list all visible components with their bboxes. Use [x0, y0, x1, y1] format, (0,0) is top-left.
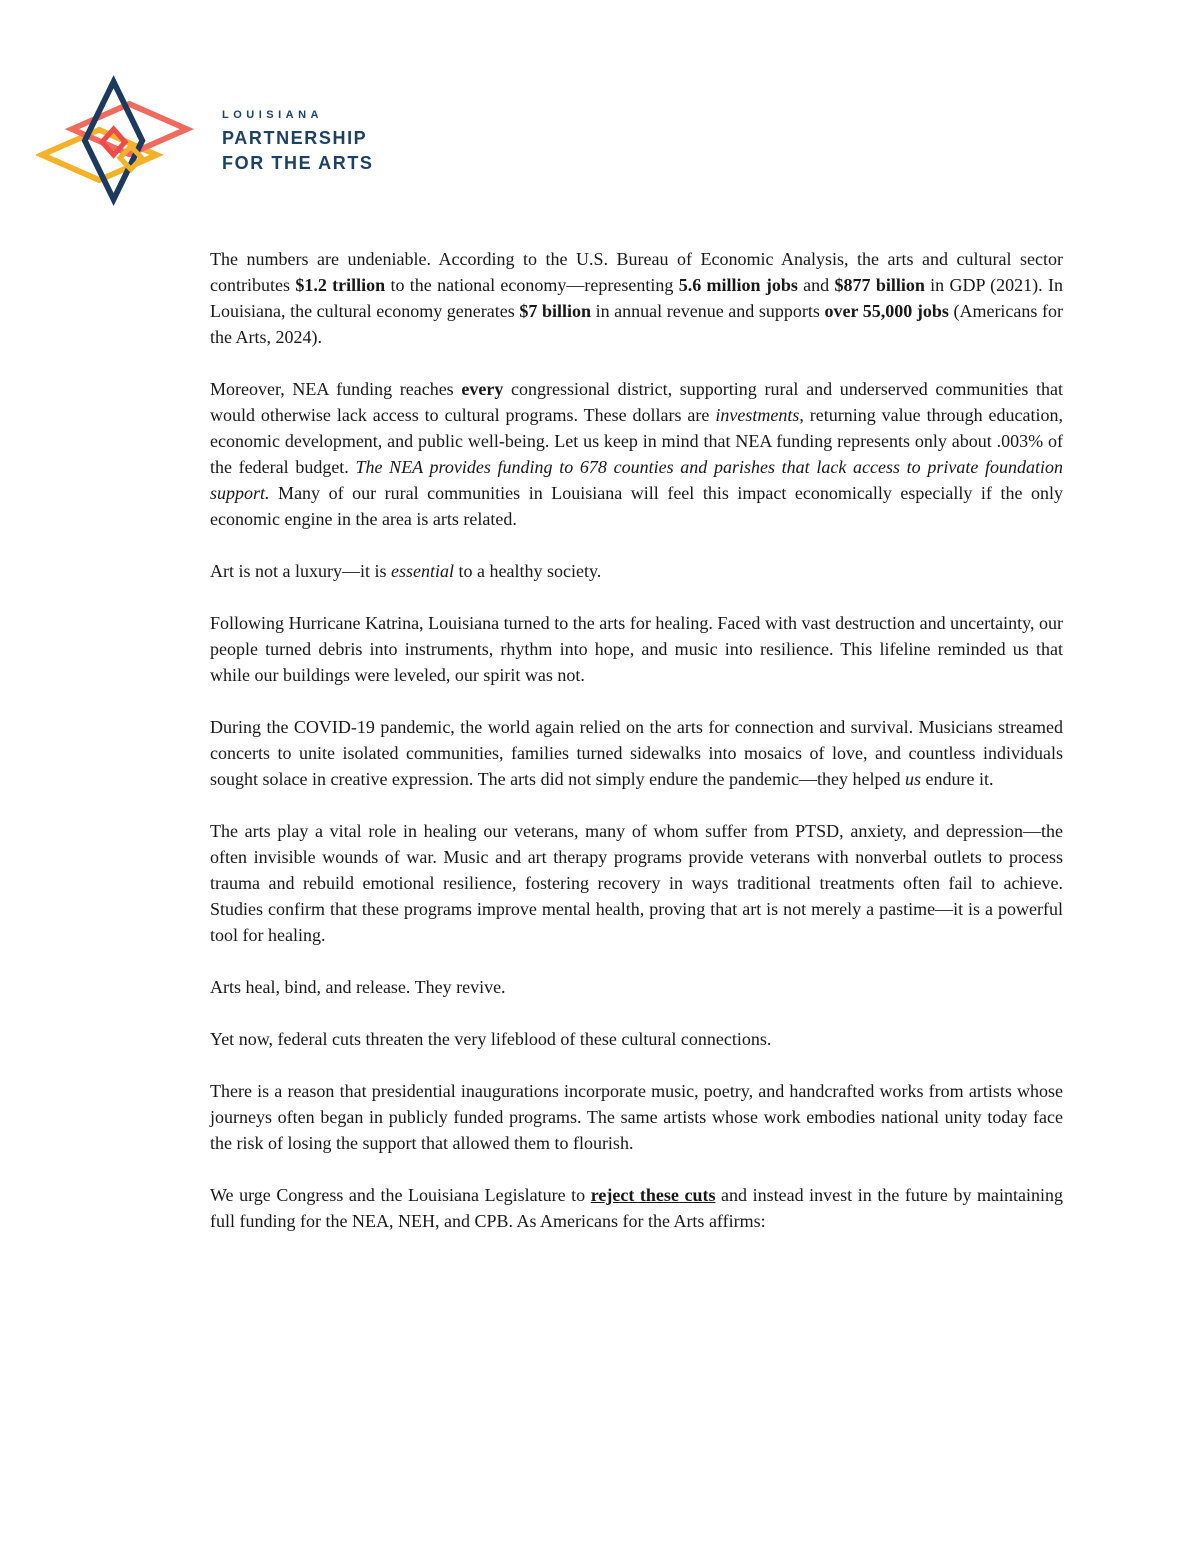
paragraph [210, 974, 1063, 1000]
text-run: $877 billion [834, 275, 925, 295]
paragraph [210, 376, 1063, 532]
text-run: investments [715, 405, 800, 425]
text-run: (Americans for the Arts, 2024). [210, 301, 1063, 347]
text-run: Yet now, federal cuts threaten the very lifeblood of these cultural connections. [210, 1029, 772, 1049]
text-run: in annual revenue and supports [590, 301, 825, 321]
text-run: The numbers are undeniable. According to the U.S. Bureau of Economic Analysis, the arts and cultural sector contributes [210, 249, 1063, 295]
logo-wordmark [222, 109, 374, 175]
text-run: $7 billion [519, 301, 591, 321]
logo-line-partnership: PARTNERSHIP [222, 128, 368, 149]
text-run: congressional district, supporting rural and underserved communities that would otherwise lack access to cultural programs. These dollars are [210, 379, 1064, 425]
text-run: Art is not a luxury—it is [210, 561, 391, 581]
text-run: During the COVID-19 pandemic, the world again relied on the arts for connection and survival. Musicians streamed concerts to unite isolated communities, families turned sidewalks into mosaics of love, and countless individuals sought solace in creative expression. The arts did not simply endure the pandemic—they helped [210, 717, 1063, 789]
text-run: every [461, 379, 504, 399]
text-run: $1.2 trillion [295, 275, 386, 295]
organization-logo [36, 58, 374, 226]
paragraph [210, 1182, 1063, 1234]
text-run: and [797, 275, 835, 295]
text-run: essential [391, 561, 454, 581]
paragraph [210, 714, 1063, 792]
text-run: Arts heal, bind, and release. They revive. [210, 977, 506, 997]
text-run: to a healthy society. [454, 561, 602, 581]
logo-line-for-the-arts: FOR THE ARTS [222, 152, 374, 173]
text-run: in GDP (2021). In Louisiana, the cultural economy generates [210, 275, 1063, 321]
paragraph [210, 610, 1063, 688]
paragraph [210, 1026, 1063, 1052]
text-run: and instead invest in the future by maintaining full funding for the NEA, NEH, and CPB. As Americans for the Arts affirms: [210, 1185, 1063, 1231]
paragraph [210, 1078, 1063, 1156]
text-run: There is a reason that presidential inaugurations incorporate music, poetry, and handcrafted works from artists whose journeys often began in publicly funded programs. The same artists whose work embodies national unity today face the risk of losing the support that allowed them to flourish. [210, 1081, 1063, 1153]
paragraph [210, 818, 1063, 948]
star-logo-icon [36, 58, 194, 226]
text-run: reject these cuts [590, 1185, 716, 1205]
paragraph [210, 246, 1063, 350]
logo-line-louisiana: LOUISIANA [222, 109, 323, 122]
text-run: , returning value through education, economic development, and public well-being. Let us keep in mind that NEA funding represents only about .003% of the federal budget. [210, 405, 1063, 477]
text-run: over 55,000 jobs [824, 301, 949, 321]
text-run: We urge Congress and the Louisiana Legislature to [210, 1185, 591, 1205]
text-run: to the national economy—representing [385, 275, 679, 295]
text-run: 5.6 million jobs [678, 275, 798, 295]
text-run: The arts play a vital role in healing our veterans, many of whom suffer from PTSD, anxiety, and depression—the often invisible wounds of war. Music and art therapy programs provide veterans with nonverbal outlets to process trauma and rebuild emotional resilience, fostering recovery in ways traditional treatments often fail to achieve. Studies confirm that these programs improve mental health, proving that art is not merely a pastime—it is a powerful tool for healing. [210, 821, 1063, 945]
text-run: us [904, 769, 921, 789]
text-run: Many of our rural communities in Louisiana will feel this impact economically especially if the only economic engine in the area is arts related. [210, 483, 1063, 529]
text-run: Following Hurricane Katrina, Louisiana turned to the arts for healing. Faced with vast destruction and uncertainty, our people turned debris into instruments, rhythm into hope, and music into resilience. This lifeline reminded us that while our buildings were leveled, our spirit was not. [210, 613, 1063, 685]
text-run: Moreover, NEA funding reaches [210, 379, 462, 399]
paragraph [210, 558, 1063, 584]
text-run: endure it. [921, 769, 994, 789]
document-body [210, 246, 1063, 1260]
text-run: The NEA provides funding to 678 counties and parishes that lack access to private foundation support. [210, 457, 1064, 503]
